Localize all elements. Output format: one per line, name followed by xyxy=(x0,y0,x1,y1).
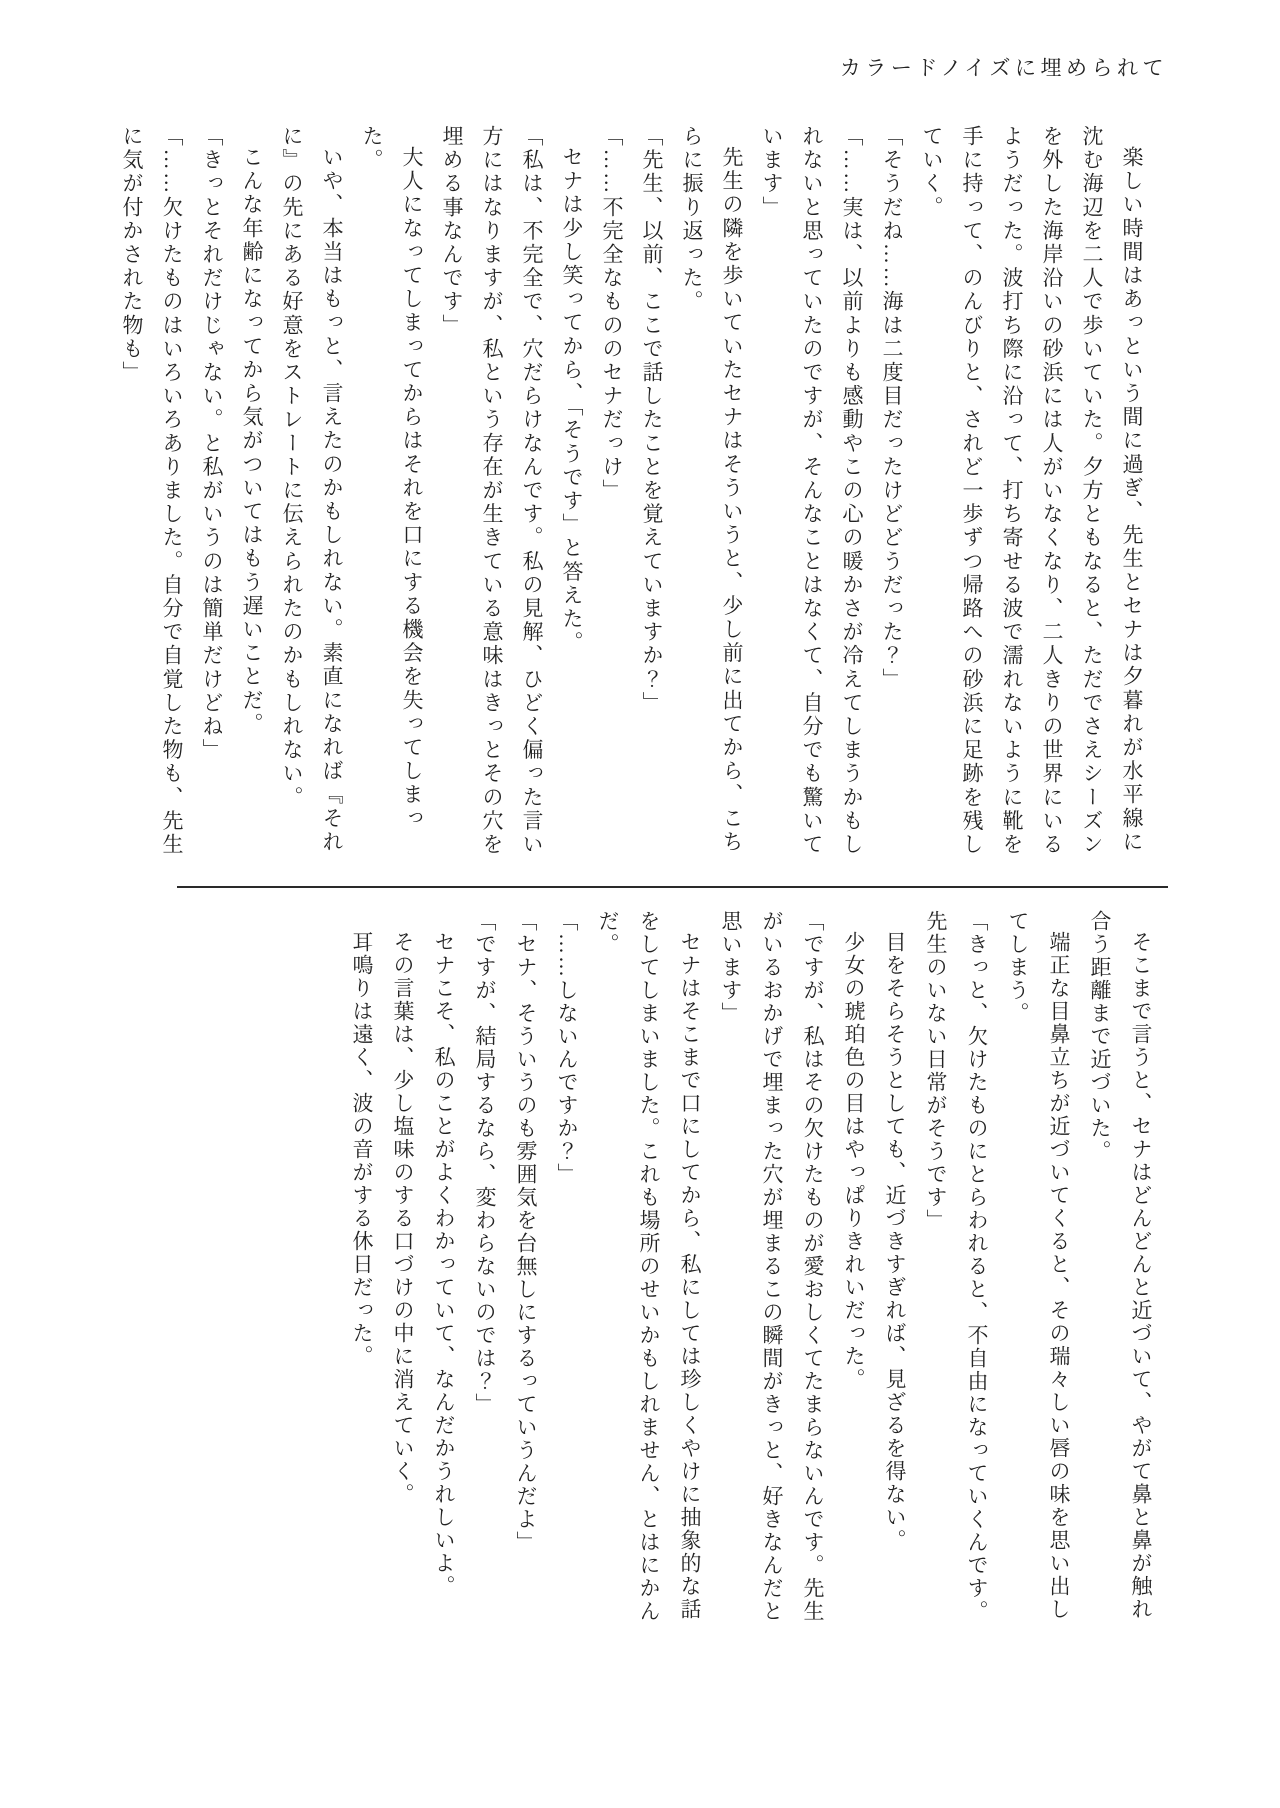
paragraph: 「……実は、以前よりも感動やこの心の暖かさが冷えてしまうかもしれないと思っていたのですが、そんなことはなくて、自分でも驚いています」 xyxy=(760,125,864,857)
lower-text-block xyxy=(341,910,1161,1628)
section-divider xyxy=(177,886,1168,888)
paragraph: 「……欠けたものはいろいろありました。自分で自覚した物も、先生に気が付かされた物も」 xyxy=(120,125,184,857)
paragraph: こんな年齢になってから気がついてはもう遅いことだ。 xyxy=(240,146,264,736)
paragraph: 「私は、不完全で、穴だらけなんです。私の見解、ひどく偏った言い方にはなりますが、私という存在が生きている意味はきっとその穴を埋める事なんです」 xyxy=(440,125,544,857)
upper-text-block xyxy=(112,125,1152,859)
paragraph: その言葉は、少し塩味のする口づけの中に消えていく。 xyxy=(391,931,415,1506)
paragraph: いや、本当はもっと、言えたのかもしれない。素直になれば『それに』の先にある好意をストレートに伝えられたのかもしれない。 xyxy=(280,125,344,854)
paragraph: 「きっと、欠けたものにとらわれると、不自由になっていくんです。先生のいない日常がそうです」 xyxy=(924,910,989,1623)
paragraph: 「ですが、私はその欠けたものが愛おしくてたまらないんです。先生がいるおかげで埋まった穴が埋まるこの瞬間がきっと、好きなんだと思います」 xyxy=(719,910,825,1623)
paragraph: セナはそこまで口にしてから、私にしては珍しくやけに抽象的な話をしてしまいました。これも場所のせいかもしれません、とはにかんだ。 xyxy=(596,910,702,1623)
paragraph: 「きっとそれだけじゃない。と私がいうのは簡単だけどね」 xyxy=(200,125,224,763)
paragraph: 耳鳴りは遠く、波の音がする休日だった。 xyxy=(350,931,374,1368)
paragraph: 先生の隣を歩いていたセナはそういうと、少し前に出てから、こちらに振り返った。 xyxy=(680,125,744,854)
paragraph: セナこそ、私のことがよくわかっていて、なんだかうれしいよ。 xyxy=(432,931,456,1598)
paragraph: 端正な目鼻立ちが近づいてくると、その瑞々しい唇の味を思い出してしまう。 xyxy=(1006,910,1071,1621)
paragraph: 楽しい時間はあっという間に過ぎ、先生とセナは夕暮れが水平線に沈む海辺を二人で歩いていた。夕方ともなると、ただでさえシーズンを外した海岸沿いの砂浜には人がいなくなり、二人きりの世界にいるようだった。波打ち際に沿って、打ち寄せる波で濡れないように靴を手に持って、のんびりと、されど一歩ずつ帰路への砂浜に足跡を残していく。 xyxy=(920,125,1144,857)
paragraph: 大人になってしまってからはそれを口にする機会を失ってしまった。 xyxy=(360,125,424,831)
paragraph: セナは少し笑ってから、「そうです」と答えた。 xyxy=(560,146,584,655)
paragraph: 「……しないんですか？」 xyxy=(555,910,579,1186)
page-title: カラードノイズに埋められて xyxy=(839,56,1168,80)
paragraph: そこまで言うと、セナはどんどんと近づいて、やがて鼻と鼻が触れ合う距離まで近づいた。 xyxy=(1088,910,1153,1621)
paragraph: 「ですが、結局するなら、変わらないのでは？」 xyxy=(473,910,497,1416)
paragraph: 「セナ、そういうのも雰囲気を台無しにするっていうんだよ」 xyxy=(514,910,538,1554)
paragraph: 「先生、以前、ここで話したことを覚えていますか？」 xyxy=(640,125,664,715)
paragraph: 「そうだね……海は二度目だったけどどうだった？」 xyxy=(880,125,904,692)
paragraph: 「……不完全なもののセナだっけ」 xyxy=(600,125,624,503)
paragraph: 少女の琥珀色の目はやっぱりきれいだった。 xyxy=(842,931,866,1391)
paragraph: 目をそらそうとしても、近づきすぎれば、見ざるを得ない。 xyxy=(883,931,907,1552)
